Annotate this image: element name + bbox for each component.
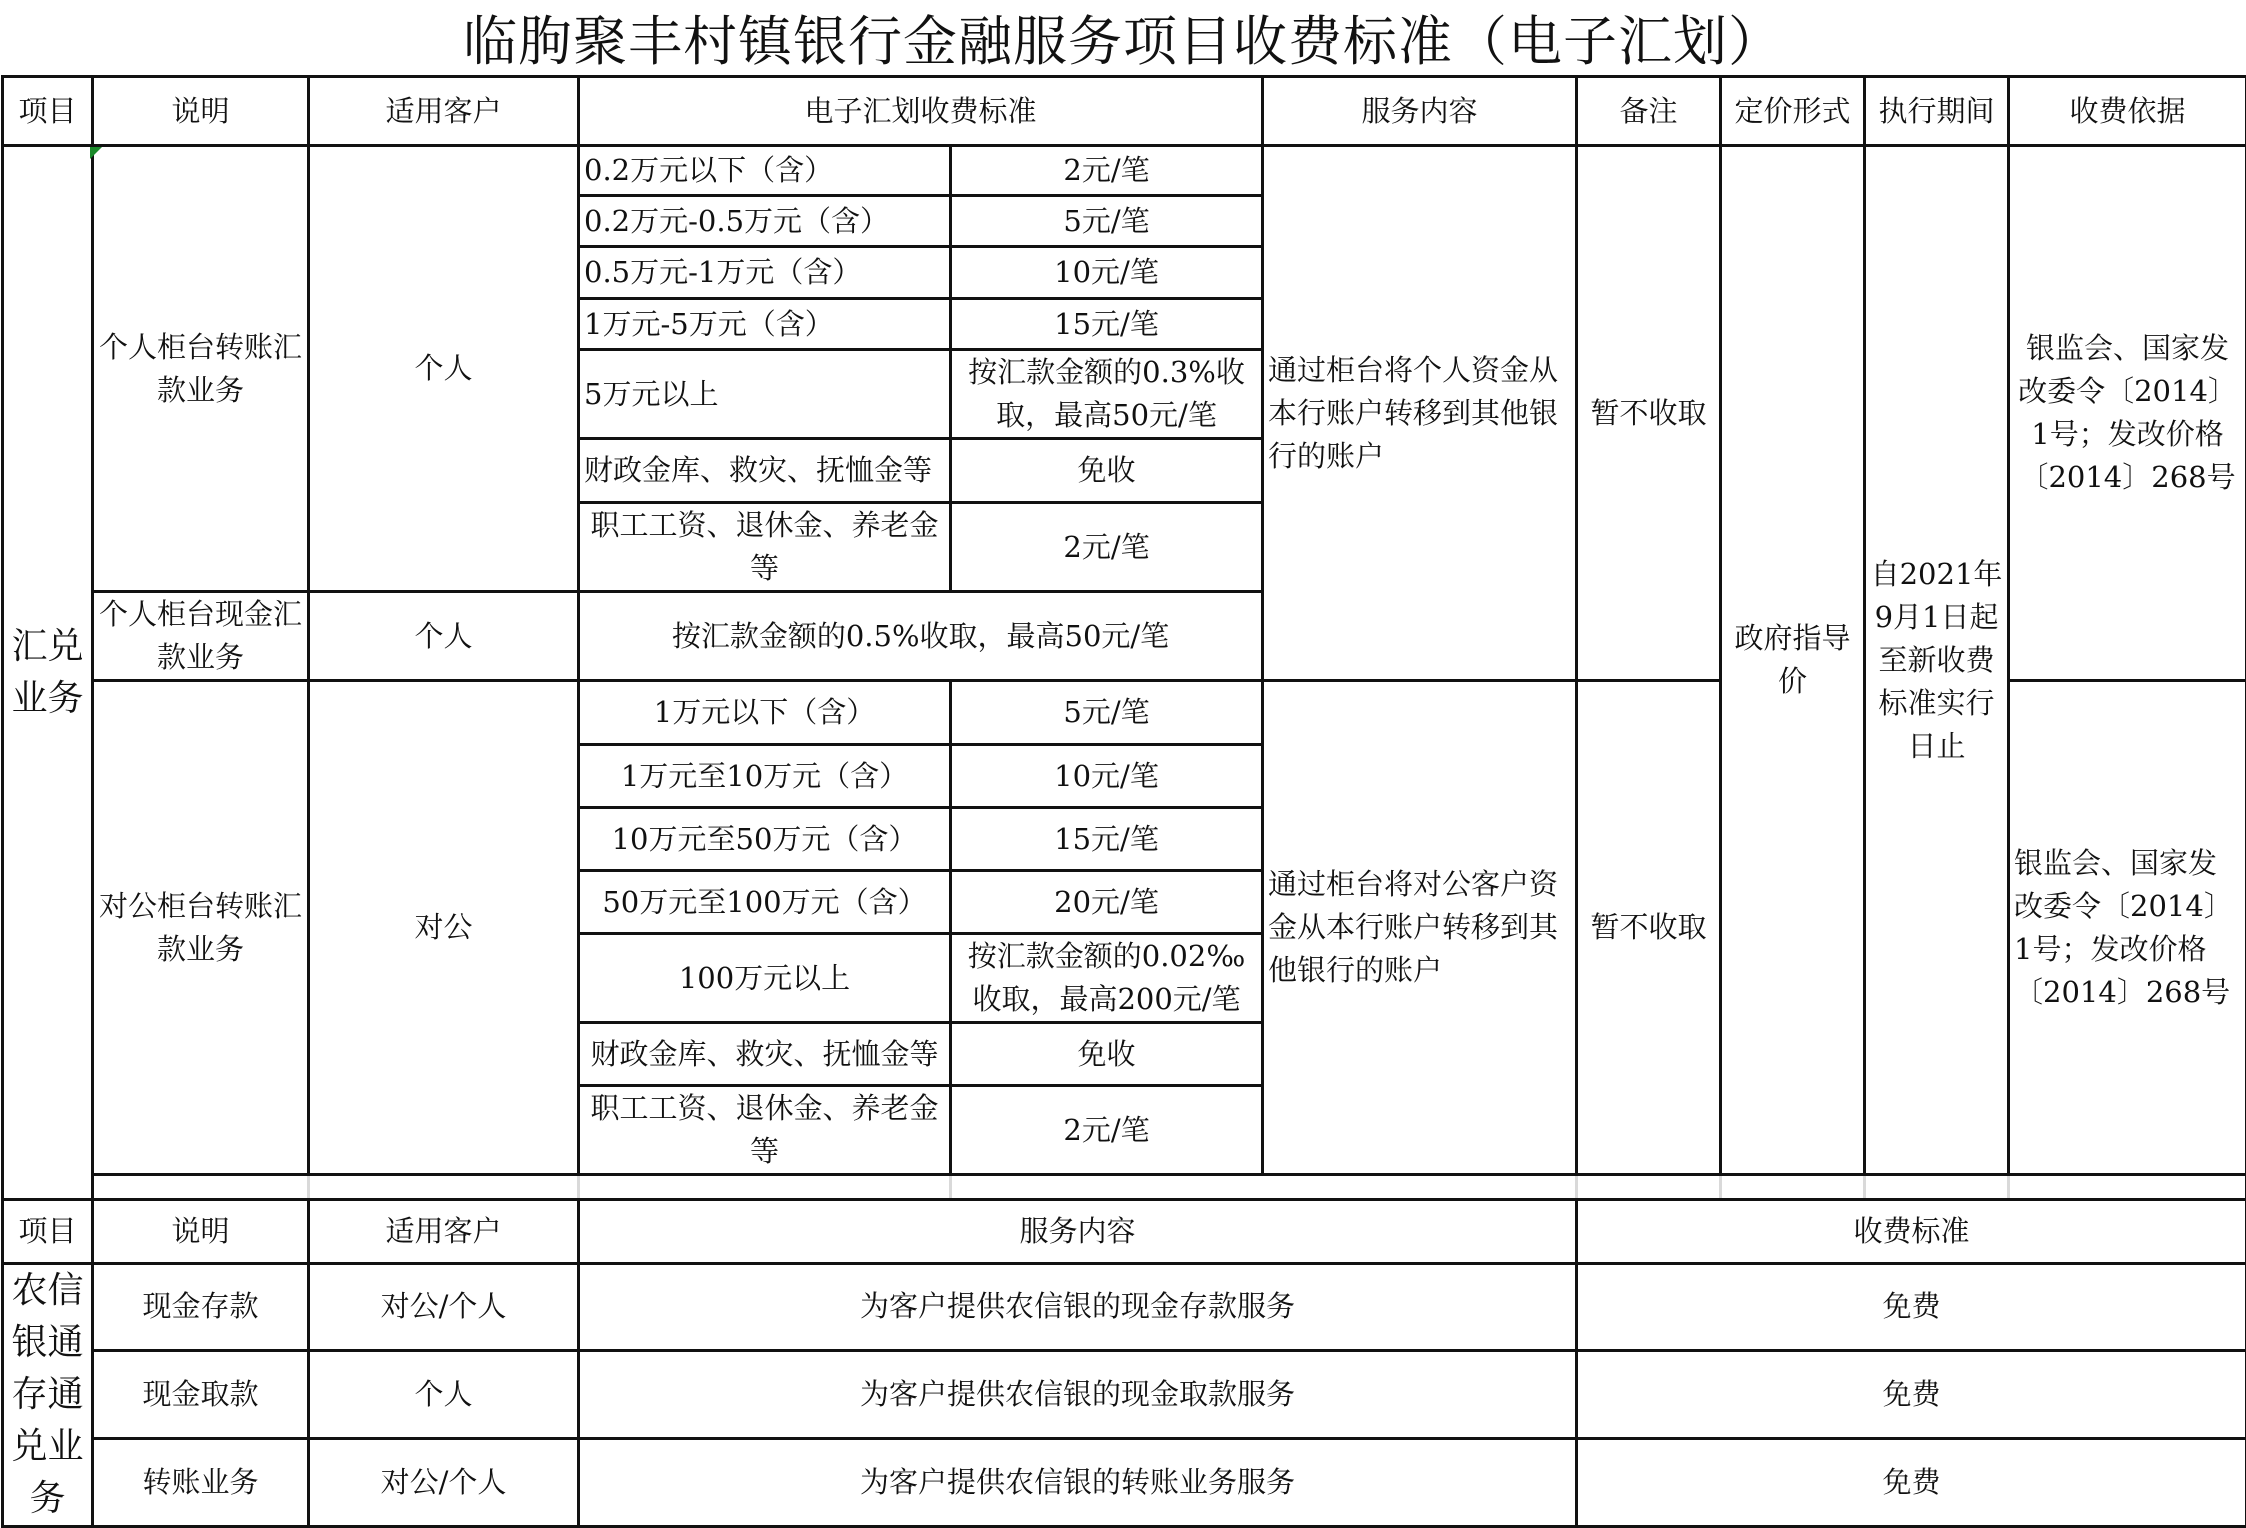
tier-range: 1万元以下（含） [579, 681, 951, 745]
fee-cell: 按汇款金额的0.5%收取，最高50元/笔 [579, 592, 1263, 681]
header-cell: 项目 [3, 77, 93, 146]
header-row [3, 77, 2246, 146]
desc-cell: 个人柜台转账汇款业务 [93, 146, 309, 592]
service-cell: 为客户提供农信银的转账业务服务 [579, 1438, 1577, 1526]
tier-fee: 15元/笔 [951, 299, 1263, 350]
cell-comment-marker-icon [90, 147, 102, 159]
tier-range: 财政金库、救灾、抚恤金等 [579, 1023, 951, 1086]
tier-fee: 2元/笔 [951, 503, 1263, 592]
customer-cell: 个人 [309, 592, 579, 681]
fee-table [1, 75, 2246, 1528]
tier-range: 100万元以上 [579, 934, 951, 1023]
tier-fee: 15元/笔 [951, 808, 1263, 871]
customer-cell: 对公/个人 [309, 1264, 579, 1351]
tier-range: 职工工资、退休金、养老金等 [579, 503, 951, 592]
tier-range: 0.5万元-1万元（含） [579, 247, 951, 299]
tier-range: 5万元以上 [579, 350, 951, 439]
header-cell: 服务内容 [579, 1200, 1577, 1264]
header-cell: 服务内容 [1263, 77, 1577, 146]
header-cell: 收费依据 [2009, 77, 2246, 146]
basis-cell: 银监会、国家发改委令〔2014〕1号；发改价格〔2014〕268号 [2009, 681, 2246, 1175]
header-row [3, 1200, 2246, 1264]
table-row [3, 1264, 2246, 1351]
tier-fee: 10元/笔 [951, 247, 1263, 299]
desc-cell: 转账业务 [93, 1438, 309, 1526]
header-cell: 收费标准 [1577, 1200, 2246, 1264]
customer-cell: 个人 [309, 146, 579, 592]
pricing-form-cell: 政府指导价 [1721, 146, 1865, 1175]
spacer-row [3, 1175, 2246, 1200]
header-cell: 备注 [1577, 77, 1721, 146]
desc-cell: 现金存款 [93, 1264, 309, 1351]
fee-cell: 免费 [1577, 1350, 2246, 1438]
header-cell: 项目 [3, 1200, 93, 1264]
service-cell: 为客户提供农信银的现金取款服务 [579, 1350, 1577, 1438]
desc-cell: 现金取款 [93, 1350, 309, 1438]
table-row [3, 1350, 2246, 1438]
period-cell: 自2021年9月1日起至新收费标准实行日止 [1865, 146, 2009, 1175]
note-cell: 暂不收取 [1577, 681, 1721, 1175]
tier-range: 0.2万元以下（含） [579, 146, 951, 196]
tier-fee: 免收 [951, 439, 1263, 503]
fee-cell: 免费 [1577, 1438, 2246, 1526]
tier-range: 职工工资、退休金、养老金等 [579, 1086, 951, 1175]
header-cell: 适用客户 [309, 77, 579, 146]
page-title: 临朐聚丰村镇银行金融服务项目收费标准（电子汇划） [0, 0, 2246, 75]
header-cell: 说明 [93, 1200, 309, 1264]
tier-range: 1万元-5万元（含） [579, 299, 951, 350]
service-cell: 通过柜台将个人资金从本行账户转移到其他银行的账户 [1263, 146, 1577, 681]
tier-range: 10万元至50万元（含） [579, 808, 951, 871]
tier-range: 50万元至100万元（含） [579, 871, 951, 934]
customer-cell: 对公/个人 [309, 1438, 579, 1526]
tier-range: 财政金库、救灾、抚恤金等 [579, 439, 951, 503]
header-cell: 适用客户 [309, 1200, 579, 1264]
header-cell: 执行期间 [1865, 77, 2009, 146]
tier-fee: 按汇款金额的0.3%收取，最高50元/笔 [951, 350, 1263, 439]
note-cell: 暂不收取 [1577, 146, 1721, 681]
desc-cell: 个人柜台现金汇款业务 [93, 592, 309, 681]
basis-cell: 银监会、国家发改委令〔2014〕1号；发改价格〔2014〕268号 [2009, 146, 2246, 681]
header-cell: 说明 [93, 77, 309, 146]
service-cell: 为客户提供农信银的现金存款服务 [579, 1264, 1577, 1351]
tier-range: 1万元至10万元（含） [579, 745, 951, 808]
tier-fee: 2元/笔 [951, 1086, 1263, 1175]
customer-cell: 对公 [309, 681, 579, 1175]
service-cell: 通过柜台将对公客户资金从本行账户转移到其他银行的账户 [1263, 681, 1577, 1175]
category-cell: 汇兑业务 [3, 146, 93, 1200]
desc-cell: 对公柜台转账汇款业务 [93, 681, 309, 1175]
tier-fee: 5元/笔 [951, 681, 1263, 745]
tier-fee: 按汇款金额的0.02‰收取，最高200元/笔 [951, 934, 1263, 1023]
tier-fee: 2元/笔 [951, 146, 1263, 196]
table-row [3, 146, 2246, 196]
category-cell: 农信银通存通兑业务 [3, 1264, 93, 1527]
customer-cell: 个人 [309, 1350, 579, 1438]
tier-fee: 10元/笔 [951, 745, 1263, 808]
header-cell: 电子汇划收费标准 [579, 77, 1263, 146]
header-cell: 定价形式 [1721, 77, 1865, 146]
tier-fee: 免收 [951, 1023, 1263, 1086]
tier-fee: 5元/笔 [951, 196, 1263, 247]
tier-range: 0.2万元-0.5万元（含） [579, 196, 951, 247]
fee-cell: 免费 [1577, 1264, 2246, 1351]
tier-fee: 20元/笔 [951, 871, 1263, 934]
table-row [3, 1438, 2246, 1526]
